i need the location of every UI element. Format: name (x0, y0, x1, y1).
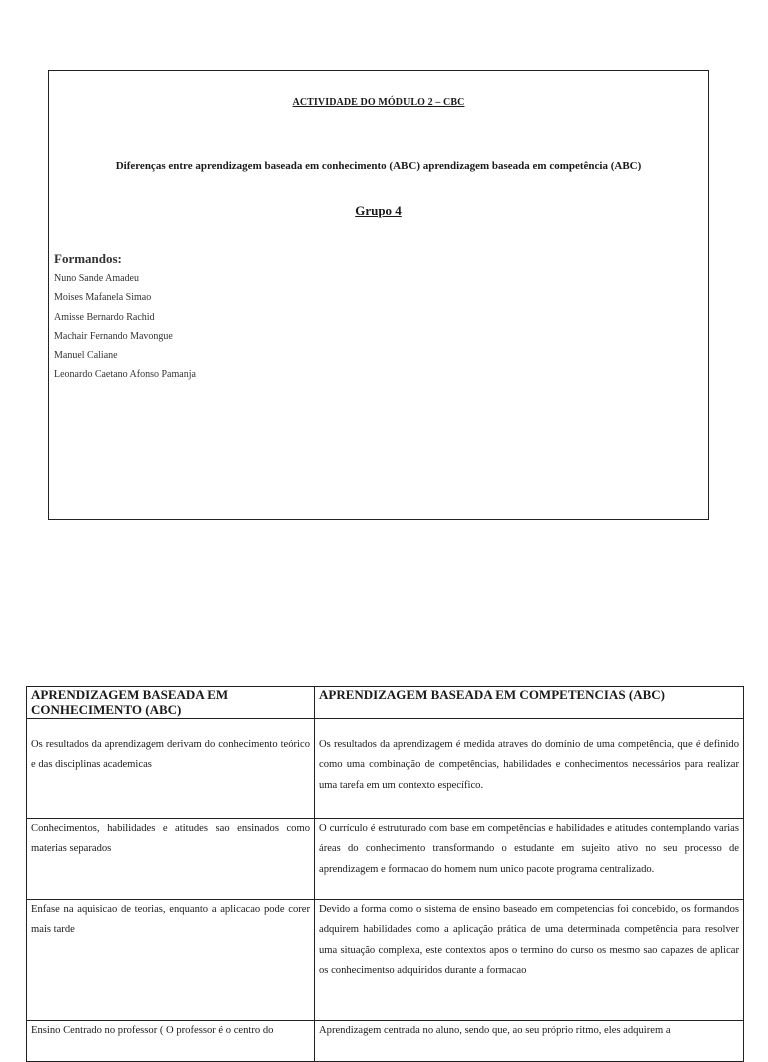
comparison-table (26, 686, 744, 1062)
table-row (27, 819, 744, 900)
competence-cell: Os resultados da aprendizagem é medida atraves do domínio de uma competência, que é definido como uma combinação de competências, habilidades e conhecimentos necessários para realizar uma tarefa em um contexto específico. (315, 719, 744, 819)
trainee-name: Moises Mafanela Simao (54, 292, 152, 304)
trainees-list (54, 272, 196, 388)
trainees-heading: Formandos: (54, 251, 122, 266)
header-knowledge-based: APRENDIZAGEM BASEADA EM CONHECIMENTO (ABC) (27, 687, 315, 719)
knowledge-cell: Conhecimentos, habilidades e atitudes sao ensinados como materias separados (27, 819, 315, 900)
table-row (27, 719, 744, 819)
knowledge-cell: Enfase na aquisicao de teorias, enquanto a aplicacao pode corer mais tarde (27, 900, 315, 1021)
competence-cell: Devido a forma como o sistema de ensino baseado em competencias foi concebido, os formandos adquirem habilidades como a aplicação prática de uma determinada competência para resolver uma situação complexa, este contextos apos o termino do curso os mesmo sao capazes de aplicar os conhecimentso adquiridos durante a formacao (315, 900, 744, 1021)
knowledge-cell: Os resultados da aprendizagem derivam do conhecimento teórico e das disciplinas academicas (27, 719, 315, 819)
activity-subtitle: Diferenças entre aprendizagem baseada em conhecimento (ABC) aprendizagem baseada em competência (ABC) (115, 160, 642, 172)
activity-title: ACTIVIDADE DO MÓDULO 2 – CBC (292, 97, 465, 108)
competence-cell: O currículo é estruturado com base em competências e habilidades e atitudes contemplando varias áreas do conhecimento transformando o estudante em sujeito ativo no seu processo de aprendizagem e formacao do homem num unico pacote programa centralizado. (315, 819, 744, 900)
competence-cell: Aprendizagem centrada no aluno, sendo que, ao seu próprio ritmo, eles adquirem a (315, 1021, 744, 1062)
trainee-name: Manuel Caliane (54, 350, 118, 362)
trainee-name: Machair Fernando Mavongue (54, 330, 173, 342)
trainee-name: Amisse Bernardo Rachid (54, 311, 155, 323)
trainee-name: Nuno Sande Amadeu (54, 273, 139, 284)
table-row (27, 1021, 744, 1062)
table-header-row (27, 687, 744, 719)
cover-box (48, 70, 709, 520)
knowledge-cell: Ensino Centrado no professor ( O professor é o centro do (27, 1021, 315, 1062)
trainee-name: Leonardo Caetano Afonso Pamanja (54, 369, 196, 381)
table-row (27, 900, 744, 1021)
group-label: Grupo 4 (355, 203, 402, 218)
header-competence-based: APRENDIZAGEM BASEADA EM COMPETENCIAS (ABC) (315, 687, 744, 719)
